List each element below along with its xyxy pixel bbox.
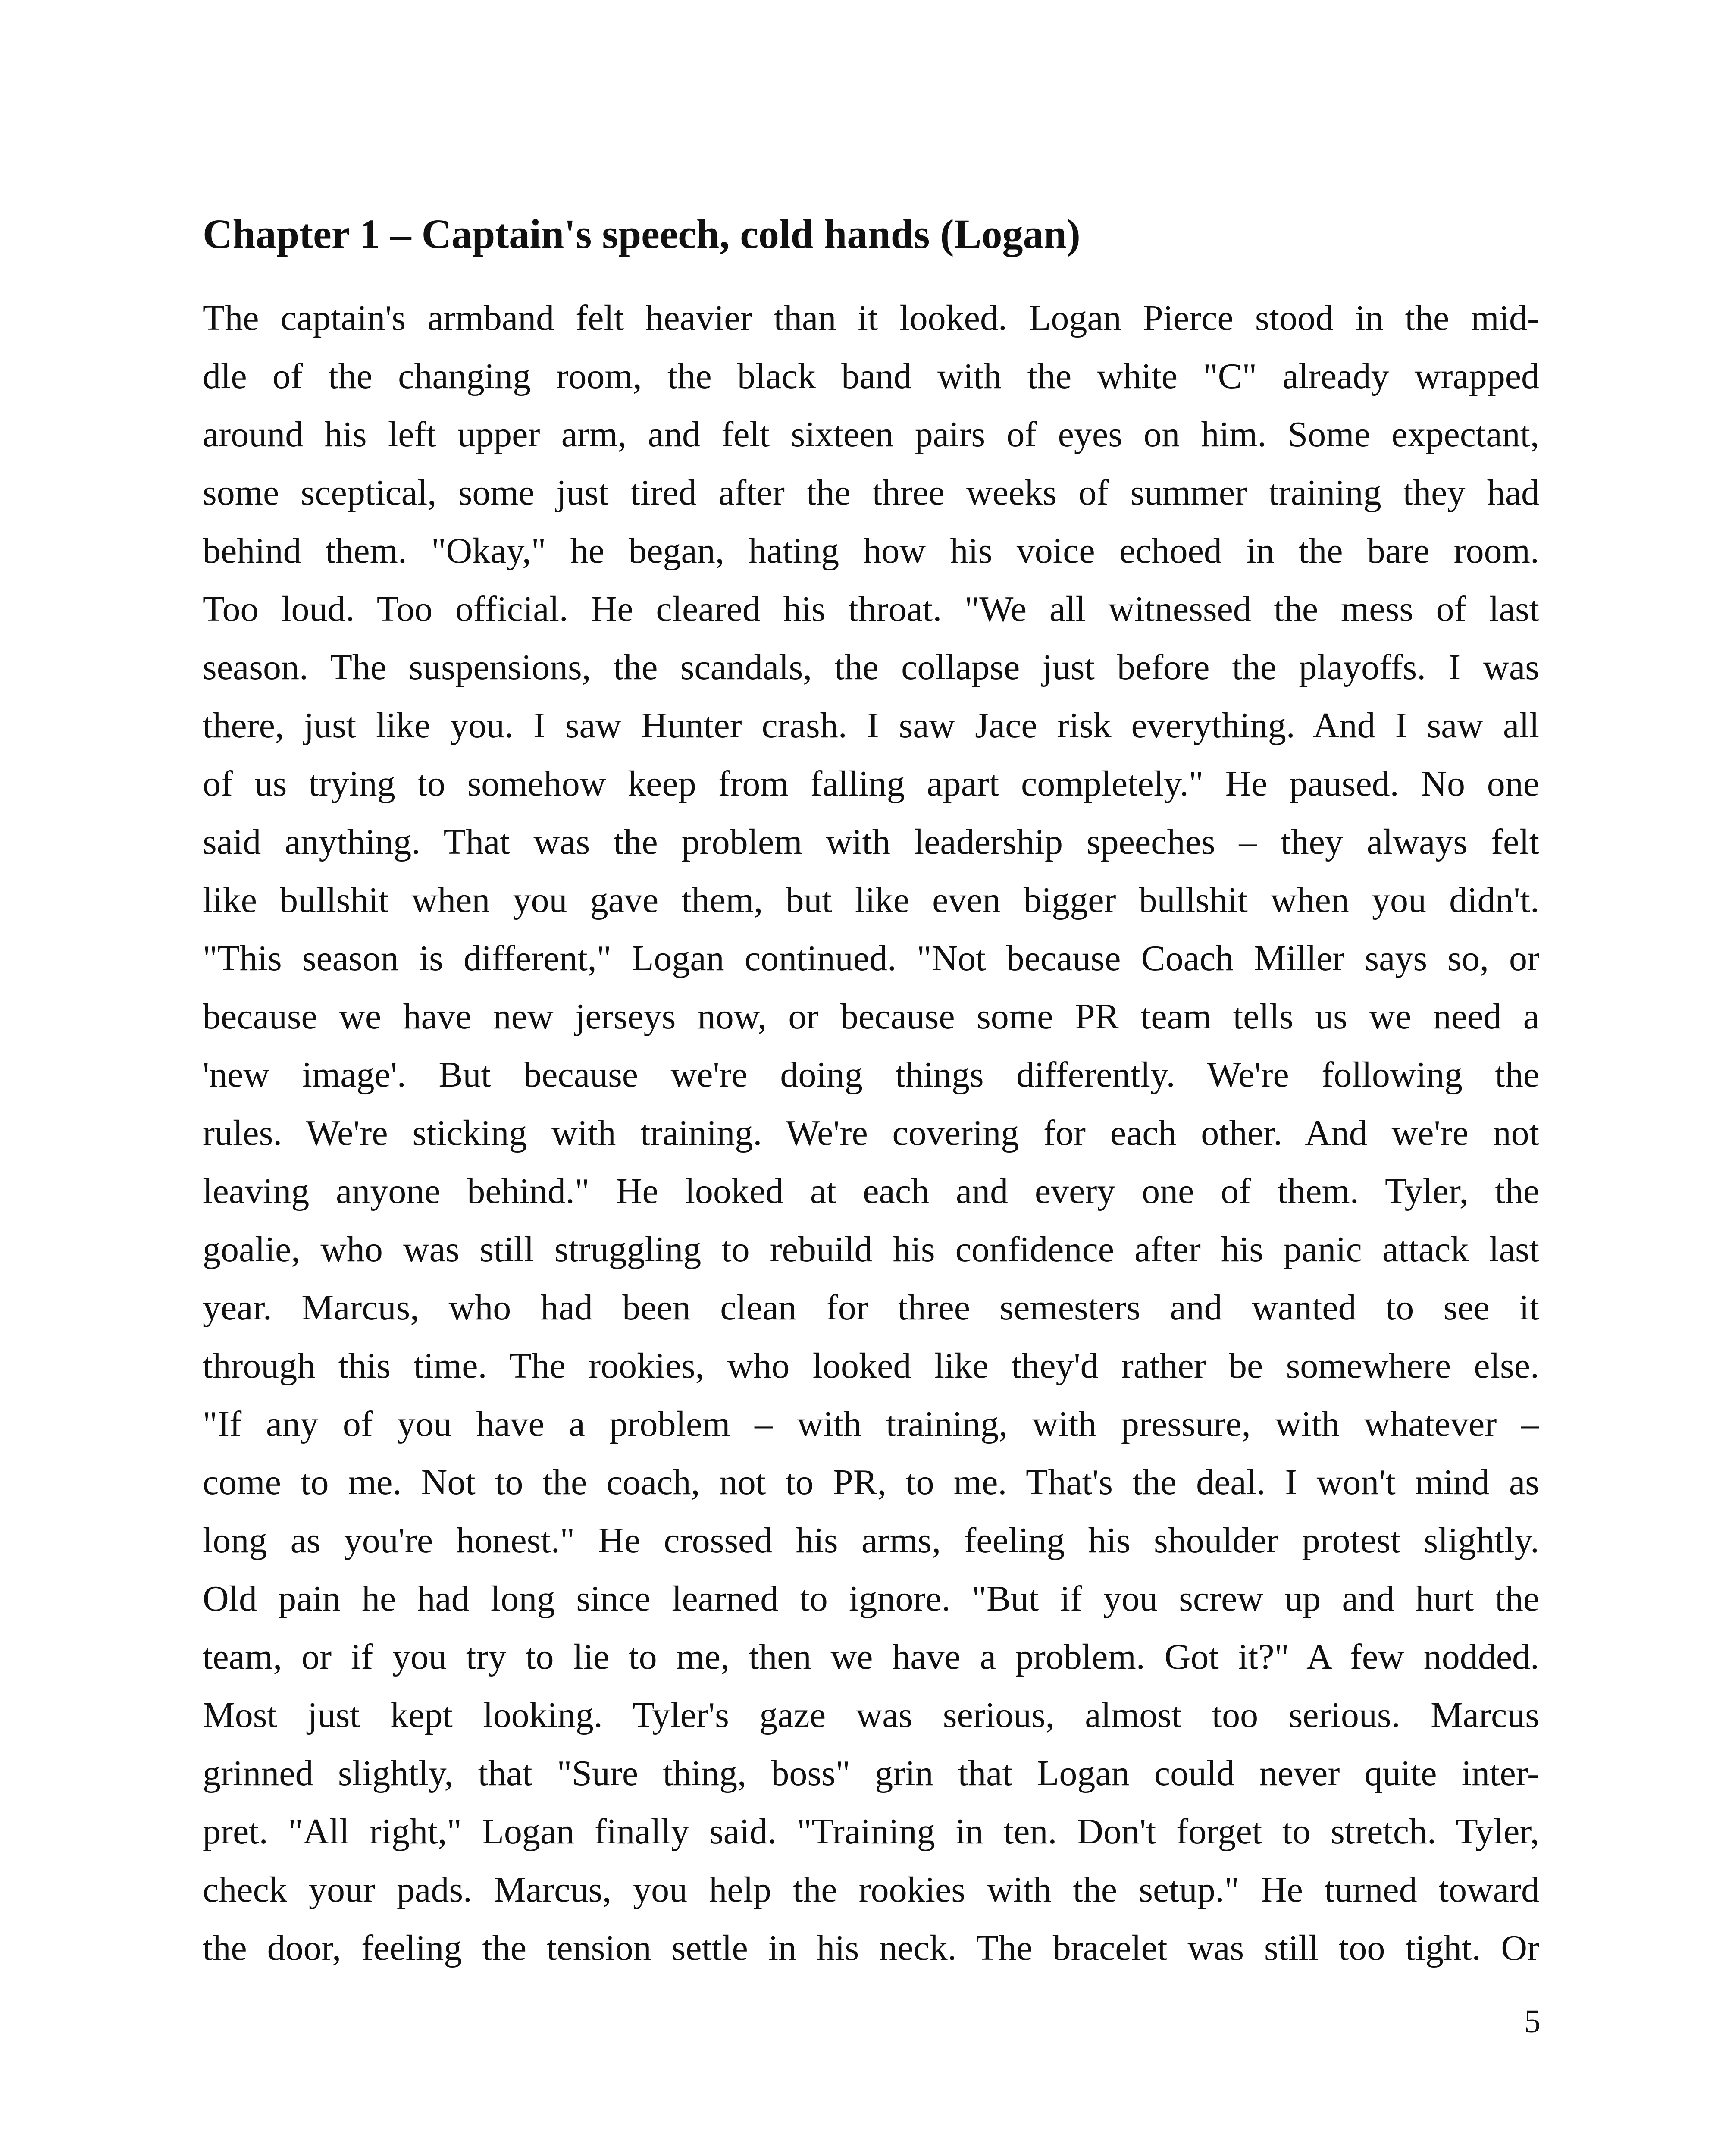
text-line: team, or if you try to lie to me, then we have a problem. Got it?" A few nodded.	[203, 1637, 1539, 1677]
text-line: there, just like you. I saw Hunter crash. I saw Jace risk everything. And I saw all	[203, 705, 1539, 746]
text-line: come to me. Not to the coach, not to PR, to me. That's the deal. I won't mind as	[203, 1462, 1539, 1502]
text-line: "If any of you have a problem – with training, with pressure, with whatever –	[203, 1404, 1539, 1444]
text-line: some sceptical, some just tired after the three weeks of summer training they had	[203, 473, 1539, 513]
text-line: 'new image'. But because we're doing things differently. We're following the	[203, 1055, 1539, 1095]
text-line: behind them. "Okay," he began, hating how his voice echoed in the bare room.	[203, 531, 1539, 571]
text-line: rules. We're sticking with training. We're covering for each other. And we're not	[203, 1113, 1539, 1153]
text-line: leaving anyone behind." He looked at each and every one of them. Tyler, the	[203, 1171, 1539, 1211]
text-line: pret. "All right," Logan finally said. "Training in ten. Don't forget to stretch. Tyler,	[203, 1811, 1539, 1852]
text-line: The captain's armband felt heavier than it looked. Logan Pierce stood in the mid-	[203, 298, 1539, 338]
text-line: said anything. That was the problem with leadership speeches – they always felt	[203, 822, 1539, 862]
text-line: long as you're honest." He crossed his arms, feeling his shoulder protest slightly.	[203, 1520, 1539, 1561]
text-line: like bullshit when you gave them, but like even bigger bullshit when you didn't.	[203, 880, 1539, 920]
text-line: check your pads. Marcus, you help the rookies with the setup." He turned toward	[203, 1870, 1539, 1910]
text-line: year. Marcus, who had been clean for three semesters and wanted to see it	[203, 1288, 1539, 1328]
text-line: "This season is different," Logan continued. "Not because Coach Miller says so, or	[203, 938, 1539, 978]
text-line: Most just kept looking. Tyler's gaze was serious, almost too serious. Marcus	[203, 1695, 1539, 1735]
text-line: Too loud. Too official. He cleared his throat. "We all witnessed the mess of last	[203, 589, 1539, 629]
text-line: Old pain he had long since learned to ignore. "But if you screw up and hurt the	[203, 1579, 1539, 1619]
body-text	[203, 289, 1539, 1977]
text-line: because we have new jerseys now, or because some PR team tells us we need a	[203, 997, 1539, 1037]
text-line: grinned slightly, that "Sure thing, boss" grin that Logan could never quite inter-	[203, 1753, 1539, 1793]
page-number: 5	[1524, 2003, 1541, 2040]
text-line: through this time. The rookies, who looked like they'd rather be somewhere else.	[203, 1346, 1539, 1386]
text-line: the door, feeling the tension settle in his neck. The bracelet was still too tight. Or	[203, 1928, 1539, 1968]
chapter-title: Chapter 1 – Captain's speech, cold hands (Logan)	[203, 211, 1081, 257]
text-line: goalie, who was still struggling to rebuild his confidence after his panic attack last	[203, 1229, 1539, 1269]
text-line: dle of the changing room, the black band with the white "C" already wrapped	[203, 356, 1539, 396]
text-line: around his left upper arm, and felt sixteen pairs of eyes on him. Some expectant,	[203, 414, 1539, 454]
text-line: of us trying to somehow keep from falling apart completely." He paused. No one	[203, 764, 1539, 804]
text-line: season. The suspensions, the scandals, the collapse just before the playoffs. I was	[203, 647, 1539, 687]
